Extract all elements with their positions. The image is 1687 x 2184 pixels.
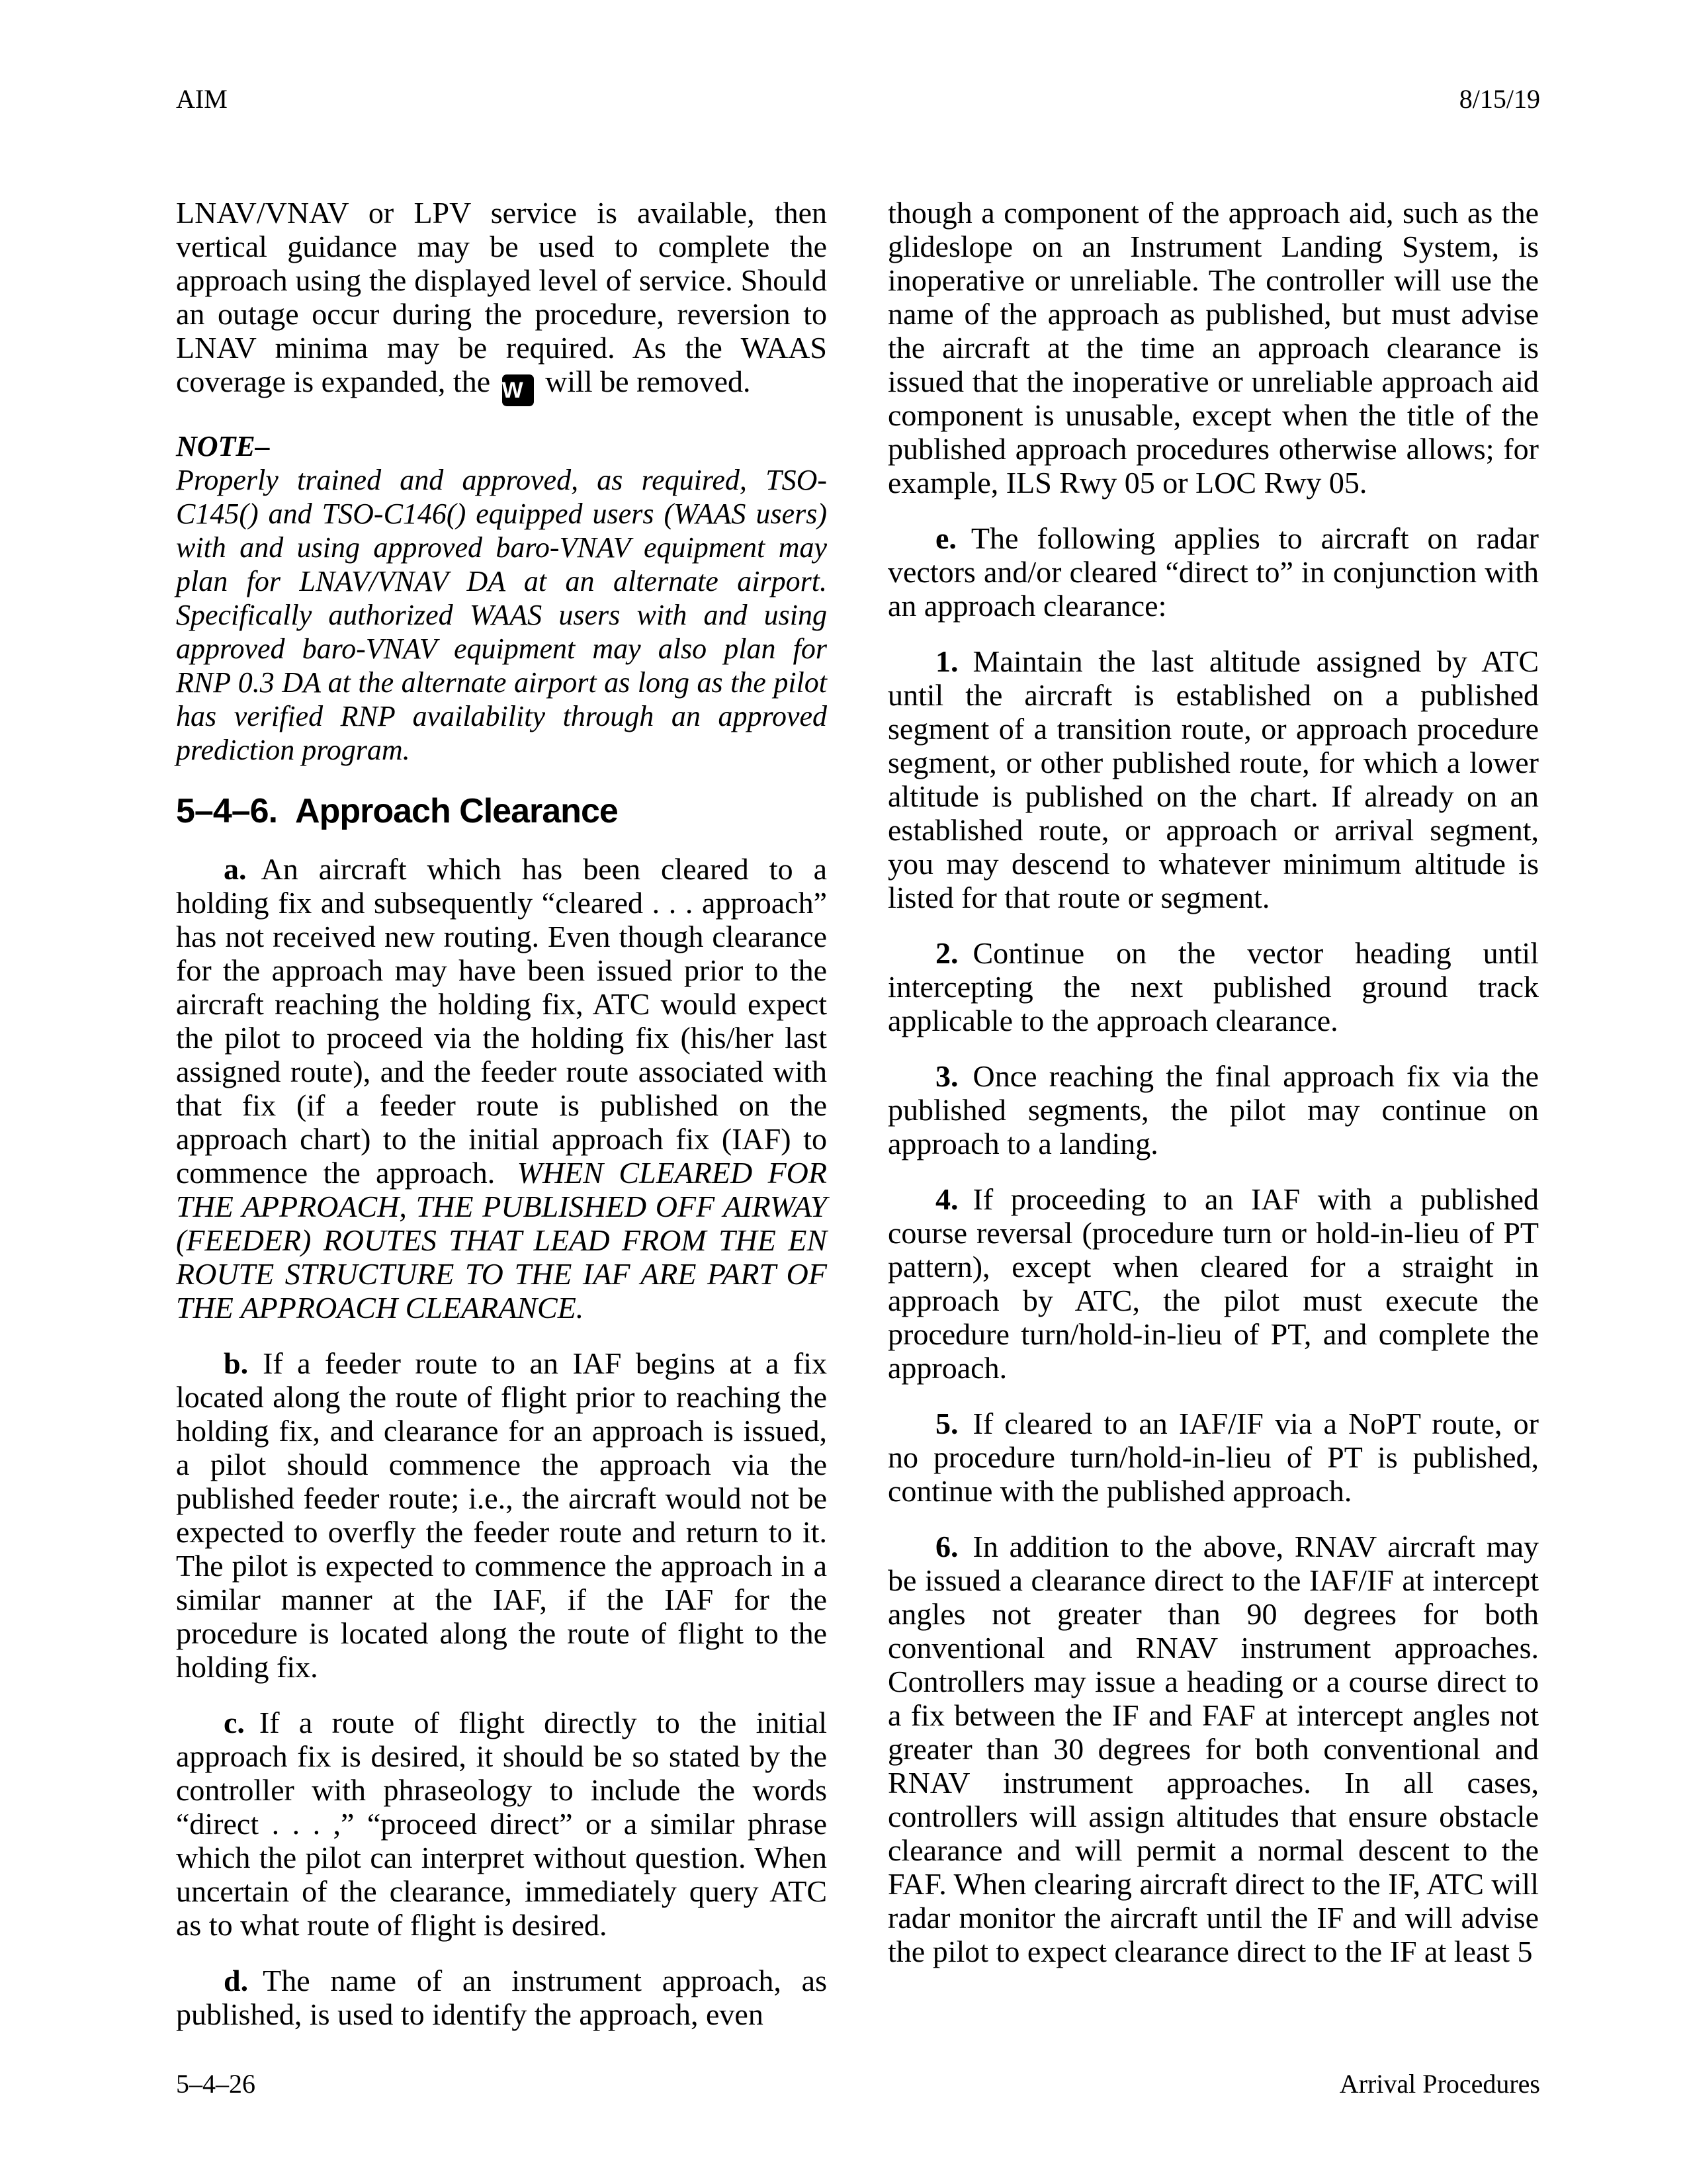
list-item-4 xyxy=(888,1182,1539,1385)
section-heading-5-4-6 xyxy=(176,792,827,830)
note-body: Properly trained and approved, as required, TSO-C145() and TSO-C146() equipped users (WAAS users) with and using approved baro-VNAV equipment may plan for LNAV/VNAV DA at an alternate airport. Specifically authorized WAAS users with and using approved baro-VNAV equipment may also plan for RNP 0.3 DA at the alternate airport as long as the pilot has verified RNP availability through an approved prediction program. xyxy=(176,464,827,766)
list-item-4-text: If proceeding to an IAF with a published course reversal (procedure turn or hold-in-lieu of PT pattern), except when cleared for a straight in approach by ATC, the pilot must execute the procedure turn/hold-in-lieu of PT, and complete the approach. xyxy=(888,1182,1539,1385)
list-item-3 xyxy=(888,1059,1539,1160)
footer-section-title: Arrival Procedures xyxy=(1339,2069,1540,2099)
list-item-2-label: 2. xyxy=(935,936,959,970)
paragraph-c-label: c. xyxy=(224,1706,245,1739)
paragraph-e-label: e. xyxy=(935,521,957,555)
paragraph-e-text: The following applies to aircraft on radar vectors and/or cleared “direct to” in conjunction with an approach clearance: xyxy=(888,521,1539,623)
paragraph-a-label: a. xyxy=(224,852,247,886)
paragraph-a-text: An aircraft which has been cleared to a holding fix and subsequently “cleared . . . approach” has not received new routing. Even though clearance for the approach may have been issued prior to the aircraft reaching the holding fix, ATC would expect the pilot to proceed via the holding fix (his/her last assigned route), and the feeder route associated with that fix (if a feeder route is published on the approach chart) to the initial approach fix (IAF) to commence the approach. xyxy=(176,852,827,1190)
paragraph-b-text: If a feeder route to an IAF begins at a fix located along the route of flight prior to reaching the holding fix, and clearance for an approach is issued, a pilot should commence the approach via the published feeder route; i.e., the aircraft would not be expected to overfly the feeder route and return to it. The pilot is expected to commence the approach in a similar manner at the IAF, if the IAF for the procedure is located along the route of flight to the holding fix. xyxy=(176,1346,827,1684)
list-item-2-text: Continue on the vector heading until intercepting the next published ground track applicable to the approach clearance. xyxy=(888,936,1539,1037)
list-item-1-label: 1. xyxy=(935,644,959,678)
paragraph-c-text: If a route of flight directly to the initial approach fix is desired, it should be so stated by the controller with phraseology to include the words “direct . . . ,” “proceed direct” or a similar phrase which the pilot can interpret without question. When uncertain of the clearance, immediately query ATC as to what route of flight is desired. xyxy=(176,1706,827,1942)
list-item-6-text: In addition to the above, RNAV aircraft may be issued a clearance direct to the IAF/IF at intercept angles not greater than 90 degrees for both conventional and RNAV instrument approaches. Controllers may issue a heading or a course direct to a fix between the IF and FAF at intercept angles not greater than 30 degrees for both conventional and RNAV instrument approaches. In all cases, controllers will assign altitudes that ensure obstacle clearance and will permit a normal descent to the FAF. When clearing aircraft direct to the IF, ATC will radar monitor the aircraft until the IF and will advise the pilot to expect clearance direct to the IF at least 5 xyxy=(888,1530,1539,1968)
list-item-6-label: 6. xyxy=(935,1530,959,1563)
paragraph-waas-continuation xyxy=(176,196,827,406)
section-number: 5–4–6. xyxy=(176,792,278,830)
right-column xyxy=(888,196,1539,1968)
paragraph-d-continuation: though a component of the approach aid, such as the glideslope on an Instrument Landing System, is inoperative or unreliable. The controller will use the name of the approach as published, but must advise the aircraft at the time an approach clearance is issued that the inoperative or unreliable approach aid component is unusable, except when the title of the published approach procedures otherwise allows; for example, ILS Rwy 05 or LOC Rwy 05. xyxy=(888,196,1539,500)
list-item-5-label: 5. xyxy=(935,1407,959,1440)
note-label: NOTE– xyxy=(176,430,270,462)
paragraph-a xyxy=(176,852,827,1325)
page-footer xyxy=(176,2070,1540,2099)
list-item-4-label: 4. xyxy=(935,1182,959,1216)
list-item-3-text: Once reaching the final approach fix via the published segments, the pilot may continue on approach to a landing. xyxy=(888,1059,1539,1160)
list-item-5-text: If cleared to an IAF/IF via a NoPT route, or no procedure turn/hold-in-lieu of PT is published, continue with the published approach. xyxy=(888,1407,1539,1508)
paragraph-a-emphasis: WHEN CLEARED FOR THE APPROACH, THE PUBLISHED OFF AIRWAY (FEEDER) ROUTES THAT LEAD FROM THE EN ROUTE STRUCTURE TO THE IAF ARE PART OF THE APPROACH CLEARANCE. xyxy=(176,1156,827,1325)
footer-page-number: 5–4–26 xyxy=(176,2069,255,2099)
list-item-2 xyxy=(888,936,1539,1037)
list-item-3-label: 3. xyxy=(935,1059,959,1093)
paragraph-b-label: b. xyxy=(224,1346,249,1380)
list-item-1-text: Maintain the last altitude assigned by ATC until the aircraft is established on a published segment of a transition route, or approach procedure segment, or other published route, for which a lower altitude is published on the chart. If already on an established route, or approach or arrival segment, you may descend to whatever minimum altitude is listed for that route or segment. xyxy=(888,644,1539,914)
header-document-title: AIM xyxy=(176,84,228,114)
list-item-6 xyxy=(888,1530,1539,1968)
waas-text-before-badge: LNAV/VNAV or LPV service is available, then vertical guidance may be used to complete the approach using the displayed level of service. Should an outage occur during the procedure, reversion to LNAV minima may be required. As the WAAS coverage is expanded, the xyxy=(176,196,827,398)
list-item-5 xyxy=(888,1407,1539,1508)
paragraph-d-label: d. xyxy=(224,1964,249,1997)
paragraph-e xyxy=(888,521,1539,623)
paragraph-c xyxy=(176,1706,827,1942)
paragraph-d xyxy=(176,1964,827,2031)
left-column xyxy=(176,196,827,2031)
section-title: Approach Clearance xyxy=(295,792,618,830)
page-header xyxy=(176,85,1540,114)
header-date: 8/15/19 xyxy=(1459,84,1540,114)
paragraph-b xyxy=(176,1346,827,1684)
waas-w-badge-icon: W xyxy=(502,374,534,406)
list-item-1 xyxy=(888,644,1539,914)
paragraph-d-text: The name of an instrument approach, as published, is used to identify the approach, even xyxy=(176,1964,827,2031)
waas-text-after-badge: will be removed. xyxy=(545,365,751,398)
